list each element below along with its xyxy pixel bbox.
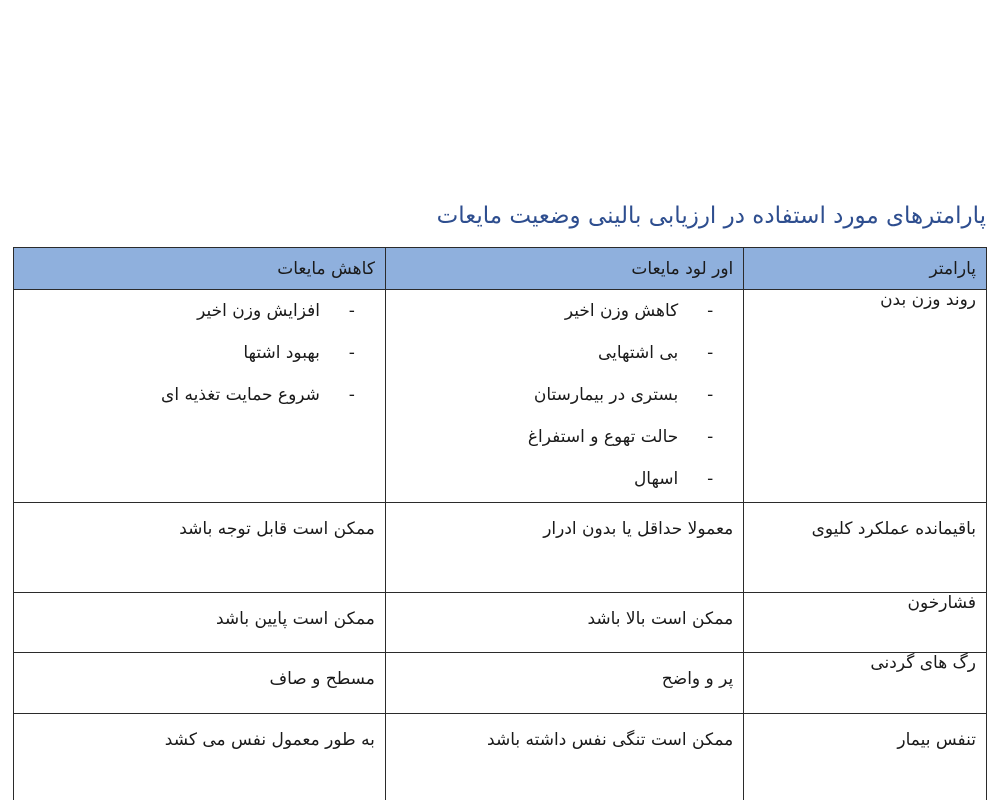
cell-overload (385, 503, 743, 593)
cell-deficit (14, 653, 386, 714)
cell-overload (385, 714, 743, 800)
header-parameter: پارامتر (744, 248, 987, 290)
list-item: - اسهال (396, 458, 733, 500)
list-item: - بستری در بیمارستان (396, 374, 733, 416)
table-header-row (14, 248, 987, 290)
cell-text: ممکن است بالا باشد (587, 609, 734, 629)
cell-parameter: فشارخون (744, 593, 987, 653)
list-item: - شروع حمایت تغذیه ای (24, 374, 375, 416)
list-item: - افزایش وزن اخیر (24, 290, 375, 332)
cell-overload (385, 593, 743, 653)
table-row (14, 653, 987, 714)
cell-deficit (14, 290, 386, 503)
cell-parameter: رگ های گردنی (744, 653, 987, 714)
header-overload: اور لود مایعات (385, 248, 743, 290)
deficit-list (24, 290, 375, 416)
cell-text: ممکن است قابل توجه باشد (179, 519, 375, 539)
table-title: پارامترهای مورد استفاده در ارزیابی بالینی وضعیت مایعات (436, 203, 986, 229)
list-item: - حالت تهوع و استفراغ (396, 416, 733, 458)
cell-deficit (14, 714, 386, 800)
table-row (14, 714, 987, 800)
cell-text: تنفس بیمار (897, 730, 976, 750)
cell-parameter (744, 714, 987, 800)
cell-text: مسطح و صاف (269, 669, 375, 689)
overload-list (396, 290, 733, 500)
table-row (14, 593, 987, 653)
cell-text: ممکن است پایین باشد (215, 609, 375, 629)
cell-text: باقیمانده عملکرد کلیوی (811, 519, 976, 539)
fluid-assessment-table (13, 247, 987, 800)
header-deficit: کاهش مایعات (14, 248, 386, 290)
list-item: - بی اشتهایی (396, 332, 733, 374)
cell-parameter (744, 503, 987, 593)
cell-text: به طور معمول نفس می کشد (164, 730, 375, 750)
cell-deficit (14, 503, 386, 593)
cell-text: پر و واضح (661, 669, 734, 689)
table-row (14, 290, 987, 503)
cell-deficit (14, 593, 386, 653)
list-item: - کاهش وزن اخیر (396, 290, 733, 332)
cell-overload (385, 290, 743, 503)
cell-text: ممکن است تنگی نفس داشته باشد (487, 730, 734, 750)
cell-overload (385, 653, 743, 714)
table-row (14, 503, 987, 593)
cell-text: معمولا حداقل یا بدون ادرار (543, 519, 734, 539)
list-item: - بهبود اشتها (24, 332, 375, 374)
cell-parameter: روند وزن بدن (744, 290, 987, 503)
